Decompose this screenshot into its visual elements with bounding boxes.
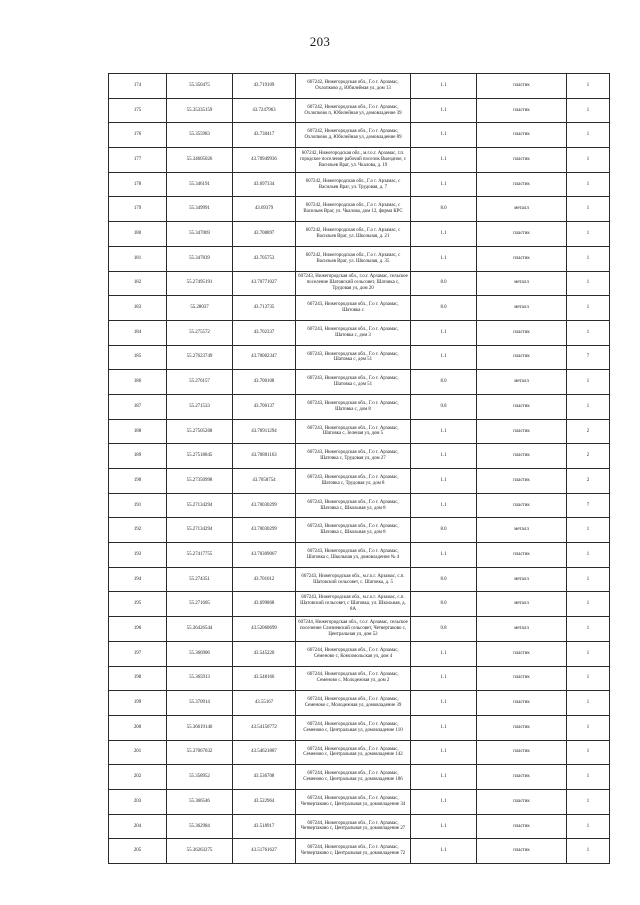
row-number-cell: 197 — [109, 641, 167, 666]
latitude-cell: 55.358952 — [167, 765, 233, 790]
volume-cell: 1.1 — [411, 789, 477, 814]
latitude-cell: 55.276157 — [167, 370, 233, 395]
volume-cell: 1.1 — [411, 493, 477, 518]
row-number-cell: 177 — [109, 148, 167, 173]
latitude-cell: 55.36619146 — [167, 715, 233, 740]
volume-cell: 8.0 — [411, 271, 477, 296]
row-number-cell: 175 — [109, 98, 167, 123]
material-cell: пластик — [477, 444, 567, 469]
count-cell: 2 — [567, 469, 610, 494]
table-row — [109, 740, 610, 765]
volume-cell: 1.1 — [411, 74, 477, 99]
material-cell: пластик — [477, 715, 567, 740]
table-row — [109, 123, 610, 148]
table-row — [109, 715, 610, 740]
longitude-cell: 43.545220 — [233, 641, 296, 666]
material-cell: пластик — [477, 789, 567, 814]
row-number-cell: 180 — [109, 222, 167, 247]
latitude-cell: 55.27417755 — [167, 543, 233, 568]
address-cell: 607244, Нижегородская обл., Г.о г. Арзамас, Семеново с, Центральная ул, домовладение 110 — [296, 715, 411, 740]
latitude-cell: 55.346191 — [167, 172, 233, 197]
table-row — [109, 543, 610, 568]
latitude-cell: 55.36426544 — [167, 617, 233, 642]
table-row — [109, 296, 610, 321]
longitude-cell: 43.70030299 — [233, 493, 296, 518]
volume-cell: 1.1 — [411, 320, 477, 345]
longitude-cell: 43.699868 — [233, 592, 296, 617]
material-cell: пластик — [477, 641, 567, 666]
longitude-cell: 43.51761627 — [233, 839, 296, 864]
volume-cell: 1.1 — [411, 715, 477, 740]
count-cell: 1 — [567, 814, 610, 839]
latitude-cell: 55.370914 — [167, 691, 233, 716]
address-cell: 607243, Нижегородская обл., м.г.о.г. Арзамас, с.п. Шатовский сельсовет, с Шатовка, ул. Школьная, д. 8А — [296, 592, 411, 617]
longitude-cell: 43.700108 — [233, 370, 296, 395]
latitude-cell: 55.27350998 — [167, 469, 233, 494]
row-number-cell: 189 — [109, 444, 167, 469]
table-row — [109, 469, 610, 494]
latitude-cell: 55.27134294 — [167, 518, 233, 543]
row-number-cell: 190 — [109, 469, 167, 494]
volume-cell: 1.1 — [411, 444, 477, 469]
row-number-cell: 205 — [109, 839, 167, 864]
row-number-cell: 179 — [109, 197, 167, 222]
count-cell: 2 — [567, 444, 610, 469]
longitude-cell: 43.69379 — [233, 197, 296, 222]
latitude-cell: 55.34605026 — [167, 148, 233, 173]
latitude-cell: 55.347069 — [167, 222, 233, 247]
address-cell: 607244, Нижегородская обл., Г.о г. Арзамас, Семеново с, Молодежная ул, дом 2 — [296, 666, 411, 691]
material-cell: пластик — [477, 172, 567, 197]
volume-cell: 1.1 — [411, 222, 477, 247]
material-cell: пластик — [477, 814, 567, 839]
latitude-cell: 55.27505268 — [167, 419, 233, 444]
longitude-cell: 43.54621887 — [233, 740, 296, 765]
count-cell: 1 — [567, 148, 610, 173]
material-cell: пластик — [477, 222, 567, 247]
longitude-cell: 43.518917 — [233, 814, 296, 839]
count-cell: 1 — [567, 296, 610, 321]
material-cell: пластик — [477, 74, 567, 99]
material-cell: пластик — [477, 320, 567, 345]
count-cell: 1 — [567, 617, 610, 642]
row-number-cell: 181 — [109, 246, 167, 271]
longitude-cell: 43.700137 — [233, 394, 296, 419]
address-cell: 607244, Нижегородская обл., Г.о г. Арзамас, Четвертаково с, Центральная ул, домовладение 27 — [296, 814, 411, 839]
latitude-cell: 55.28037 — [167, 296, 233, 321]
volume-cell: 8.0 — [411, 296, 477, 321]
volume-cell: 1.1 — [411, 246, 477, 271]
latitude-cell: 55.271605 — [167, 592, 233, 617]
address-cell: 607243, Нижегородская обл., Г.о г. Арзамас, Шатовка с, дом 51 — [296, 370, 411, 395]
volume-cell: 1.1 — [411, 123, 477, 148]
count-cell: 7 — [567, 493, 610, 518]
row-number-cell: 204 — [109, 814, 167, 839]
longitude-cell: 43.713735 — [233, 296, 296, 321]
table-row — [109, 172, 610, 197]
table-row — [109, 370, 610, 395]
volume-cell: 1.1 — [411, 839, 477, 864]
count-cell: 1 — [567, 172, 610, 197]
latitude-cell: 55.362984 — [167, 814, 233, 839]
count-cell: 1 — [567, 765, 610, 790]
address-cell: 607243, Нижегородская обл., г.о.г. Арзамас, сельское поселение Шатовский сельсовет, Шатовка с, Трудовая ул, дом 20 — [296, 271, 411, 296]
volume-cell: 0.8 — [411, 617, 477, 642]
row-number-cell: 195 — [109, 592, 167, 617]
volume-cell: 1.1 — [411, 98, 477, 123]
count-cell: 1 — [567, 394, 610, 419]
registry-body — [109, 74, 610, 864]
address-cell: 607243, Нижегородская обл., Г.о г. Арзамас, Шатовка с — [296, 296, 411, 321]
longitude-cell: 43.54150772 — [233, 715, 296, 740]
address-cell: 607243, Нижегородская обл., Г.о г. Арзамас, Шатовка с, дом 51 — [296, 345, 411, 370]
row-number-cell: 183 — [109, 296, 167, 321]
volume-cell: 1.1 — [411, 172, 477, 197]
row-number-cell: 191 — [109, 493, 167, 518]
table-row — [109, 691, 610, 716]
latitude-cell: 55.347839 — [167, 246, 233, 271]
latitude-cell: 55.275572 — [167, 320, 233, 345]
row-number-cell: 185 — [109, 345, 167, 370]
volume-cell: 8.0 — [411, 518, 477, 543]
count-cell: 1 — [567, 839, 610, 864]
count-cell: 7 — [567, 345, 610, 370]
material-cell: пластик — [477, 98, 567, 123]
count-cell: 1 — [567, 123, 610, 148]
material-cell: пластик — [477, 740, 567, 765]
table-row — [109, 148, 610, 173]
longitude-cell: 43.536708 — [233, 765, 296, 790]
table-row — [109, 617, 610, 642]
longitude-cell: 43.730417 — [233, 123, 296, 148]
latitude-cell: 55.349991 — [167, 197, 233, 222]
table-row — [109, 789, 610, 814]
material-cell: пластик — [477, 123, 567, 148]
longitude-cell: 43.55167 — [233, 691, 296, 716]
address-cell: 607243, Нижегородская обл., Г.о г. Арзамас, Шатовка с, Школьная ул, дом 8 — [296, 493, 411, 518]
row-number-cell: 200 — [109, 715, 167, 740]
row-number-cell: 196 — [109, 617, 167, 642]
count-cell: 1 — [567, 370, 610, 395]
count-cell: 1 — [567, 691, 610, 716]
address-cell: 607242, Нижегородская обл., Г.о г. Арзамас, с Васильев Враг, ул. Чкалова, дом 12, фирма КРС — [296, 197, 411, 222]
latitude-cell: 55.355983 — [167, 123, 233, 148]
row-number-cell: 182 — [109, 271, 167, 296]
row-number-cell: 178 — [109, 172, 167, 197]
count-cell: 1 — [567, 222, 610, 247]
count-cell: 2 — [567, 419, 610, 444]
longitude-cell: 43.701612 — [233, 567, 296, 592]
address-cell: 607242, Нижегородская обл., Г.о г. Арзамас, Охлопково д, Юбилейная ул, дом 13 — [296, 74, 411, 99]
address-cell: 607242, Нижегородская обл., Г.о г. Арзамас, Охлопково п, Юбилейная ул, домовладение 39 — [296, 98, 411, 123]
row-number-cell: 198 — [109, 666, 167, 691]
table-row — [109, 222, 610, 247]
row-number-cell: 176 — [109, 123, 167, 148]
address-cell: 607242, Нижегородская обл., Г.о г. Арзамас, Охлопково д, Юбилейная ул, домовладение 89 — [296, 123, 411, 148]
table-row — [109, 592, 610, 617]
address-cell: 607243, Нижегородская обл., Г.о г. Арзамас, Шатовка с, Трудовая ул, дом 27 — [296, 444, 411, 469]
volume-cell: 1.1 — [411, 641, 477, 666]
volume-cell: 1.1 — [411, 740, 477, 765]
longitude-cell: 43.70002347 — [233, 345, 296, 370]
count-cell: 1 — [567, 246, 610, 271]
row-number-cell: 188 — [109, 419, 167, 444]
address-cell: 607244, Нижегородская обл., Г.о г. Арзамас, Семеново с, Центральная ул, домовладение 142 — [296, 740, 411, 765]
material-cell: пластик — [477, 493, 567, 518]
table-row — [109, 814, 610, 839]
volume-cell: 1.1 — [411, 666, 477, 691]
volume-cell: 8.0 — [411, 197, 477, 222]
volume-cell: 1.1 — [411, 469, 477, 494]
volume-cell: 1.1 — [411, 765, 477, 790]
longitude-cell: 43.702337 — [233, 320, 296, 345]
material-cell: пластик — [477, 666, 567, 691]
longitude-cell: 43.70030299 — [233, 518, 296, 543]
latitude-cell: 55.271533 — [167, 394, 233, 419]
address-cell: 607242, Нижегородская обл., м.г.о.г. Арзамас, г.п. городское поселение рабочий поселок Выездное, с Васильев Враг, ул. Чкалова, д. 19 — [296, 148, 411, 173]
longitude-cell: 43.70309067 — [233, 543, 296, 568]
material-cell: металл — [477, 370, 567, 395]
longitude-cell: 43.7058754 — [233, 469, 296, 494]
address-cell: 607243, Нижегородская обл., Г.о г. Арзамас, Шатовка с, Школьная ул, дом 8 — [296, 518, 411, 543]
count-cell: 1 — [567, 567, 610, 592]
latitude-cell: 55.27134294 — [167, 493, 233, 518]
table-row — [109, 419, 610, 444]
latitude-cell: 55.366546 — [167, 789, 233, 814]
row-number-cell: 184 — [109, 320, 167, 345]
table-row — [109, 518, 610, 543]
material-cell: пластик — [477, 765, 567, 790]
count-cell: 1 — [567, 592, 610, 617]
address-cell: 607244, Нижегородская обл., Г.о г. Арзамас, Семеново с, Центральная ул, домовладение 186 — [296, 765, 411, 790]
table-row — [109, 641, 610, 666]
material-cell: пластик — [477, 469, 567, 494]
address-cell: 607242, Нижегородская обл., Г.о г. Арзамас, с Васильев Враг, ул. Школьная, д. 35 — [296, 246, 411, 271]
material-cell: металл — [477, 617, 567, 642]
volume-cell: 1.1 — [411, 148, 477, 173]
volume-cell: 0.8 — [411, 394, 477, 419]
address-cell: 607243, Нижегородская обл., Г.о г. Арзамас, Шатовка с, Школьная ул, домовладение № 4 — [296, 543, 411, 568]
count-cell: 1 — [567, 197, 610, 222]
longitude-cell: 43.70771027 — [233, 271, 296, 296]
address-cell: 607243, Нижегородская обл., Г.о г. Арзамас, Шатовка с, дом 3 — [296, 320, 411, 345]
address-cell: 607244, Нижегородская обл., Г.о г. Арзамас, Семеново с, Комсомольская ул, дом 4 — [296, 641, 411, 666]
count-cell: 1 — [567, 543, 610, 568]
volume-cell: 1.1 — [411, 419, 477, 444]
material-cell: металл — [477, 567, 567, 592]
address-cell: 607243, Нижегородская обл., м.г.о.г. Арзамас, с.п. Шатовский сельсовет, с. Шатовка, д. 5 — [296, 567, 411, 592]
count-cell: 1 — [567, 789, 610, 814]
longitude-cell: 43.70949936 — [233, 148, 296, 173]
address-cell: 607243, Нижегородская обл., Г.о г. Арзамас, Шатовка с, Зеленая ул, дом 5 — [296, 419, 411, 444]
address-cell: 607244, Нижегородская обл., Г.о г. Арзамас, Семеново с, Молодежная ул, домовладение 39 — [296, 691, 411, 716]
longitude-cell: 43.7247963 — [233, 98, 296, 123]
count-cell: 1 — [567, 641, 610, 666]
address-cell: 607243, Нижегородская обл., Г.о г. Арзамас, Шатовка с, Трудовая ул, дом 8 — [296, 469, 411, 494]
count-cell: 1 — [567, 740, 610, 765]
row-number-cell: 194 — [109, 567, 167, 592]
table-row — [109, 197, 610, 222]
longitude-cell: 43.705753 — [233, 246, 296, 271]
volume-cell: 1.1 — [411, 814, 477, 839]
table-row — [109, 567, 610, 592]
table-row — [109, 394, 610, 419]
longitude-cell: 43.548166 — [233, 666, 296, 691]
longitude-cell: 43.719109 — [233, 74, 296, 99]
address-cell: 607244, Нижегородская обл., Г.о г. Арзамас, Четвертаково с, Центральная ул, домовладение 34 — [296, 789, 411, 814]
table-row — [109, 320, 610, 345]
longitude-cell: 43.708897 — [233, 222, 296, 247]
volume-cell: 8.0 — [411, 592, 477, 617]
table-row — [109, 666, 610, 691]
material-cell: металл — [477, 271, 567, 296]
latitude-cell: 55.36263275 — [167, 839, 233, 864]
address-cell: 607242, Нижегородская обл., Г.о г. Арзамас, с Васильев Враг, ул. Трудовая, д. 7 — [296, 172, 411, 197]
latitude-cell: 55.27518845 — [167, 444, 233, 469]
count-cell: 1 — [567, 98, 610, 123]
row-number-cell: 187 — [109, 394, 167, 419]
volume-cell: 8.0 — [411, 370, 477, 395]
table-row — [109, 493, 610, 518]
table-row — [109, 839, 610, 864]
material-cell: металл — [477, 197, 567, 222]
count-cell: 1 — [567, 715, 610, 740]
table-row — [109, 74, 610, 99]
count-cell: 1 — [567, 666, 610, 691]
longitude-cell: 43.70911294 — [233, 419, 296, 444]
latitude-cell: 55.365913 — [167, 666, 233, 691]
address-cell: 607244, Нижегородская обл., Г.о г. Арзамас, Четвертаково с, Центральная ул, домовладение 72 — [296, 839, 411, 864]
volume-cell: 8.0 — [411, 567, 477, 592]
row-number-cell: 186 — [109, 370, 167, 395]
row-number-cell: 199 — [109, 691, 167, 716]
latitude-cell: 55.37067032 — [167, 740, 233, 765]
volume-cell: 1.1 — [411, 691, 477, 716]
material-cell: металл — [477, 296, 567, 321]
longitude-cell: 43.697334 — [233, 172, 296, 197]
latitude-cell: 55.274351 — [167, 567, 233, 592]
material-cell: пластик — [477, 419, 567, 444]
row-number-cell: 174 — [109, 74, 167, 99]
longitude-cell: 43.522964 — [233, 789, 296, 814]
count-cell: 1 — [567, 271, 610, 296]
count-cell: 1 — [567, 74, 610, 99]
row-number-cell: 202 — [109, 765, 167, 790]
row-number-cell: 203 — [109, 789, 167, 814]
material-cell: пластик — [477, 691, 567, 716]
material-cell: металл — [477, 592, 567, 617]
table-row — [109, 98, 610, 123]
material-cell: металл — [477, 518, 567, 543]
table-row — [109, 765, 610, 790]
volume-cell: 1.1 — [411, 345, 477, 370]
latitude-cell: 55.350475 — [167, 74, 233, 99]
material-cell: пластик — [477, 345, 567, 370]
longitude-cell: 43.52060699 — [233, 617, 296, 642]
latitude-cell: 55.35335159 — [167, 98, 233, 123]
address-cell: 607243, Нижегородская обл., Г.о г. Арзамас, Шатовка с, дом 8 — [296, 394, 411, 419]
table-row — [109, 271, 610, 296]
row-number-cell: 192 — [109, 518, 167, 543]
count-cell: 1 — [567, 518, 610, 543]
table-row — [109, 246, 610, 271]
volume-cell: 1.1 — [411, 543, 477, 568]
material-cell: пластик — [477, 839, 567, 864]
material-cell: пластик — [477, 148, 567, 173]
page-number: 203 — [309, 34, 331, 49]
row-number-cell: 193 — [109, 543, 167, 568]
latitude-cell: 55.27623749 — [167, 345, 233, 370]
material-cell: пластик — [477, 543, 567, 568]
longitude-cell: 43.70801163 — [233, 444, 296, 469]
material-cell: пластик — [477, 394, 567, 419]
registry-table — [108, 73, 610, 864]
count-cell: 1 — [567, 320, 610, 345]
table-row — [109, 345, 610, 370]
row-number-cell: 201 — [109, 740, 167, 765]
latitude-cell: 55.366906 — [167, 641, 233, 666]
address-cell: 607244, Нижегородская обл., г.о.г. Арзамас, сельское поселение Слизневский сельсовет, Четвертаково с, Центральная ул, дом 52 — [296, 617, 411, 642]
latitude-cell: 55.27495191 — [167, 271, 233, 296]
address-cell: 607242, Нижегородская обл., Г.о г. Арзамас, с Васильев Враг, ул. Школьная, д. 21 — [296, 222, 411, 247]
material-cell: пластик — [477, 246, 567, 271]
table-row — [109, 444, 610, 469]
